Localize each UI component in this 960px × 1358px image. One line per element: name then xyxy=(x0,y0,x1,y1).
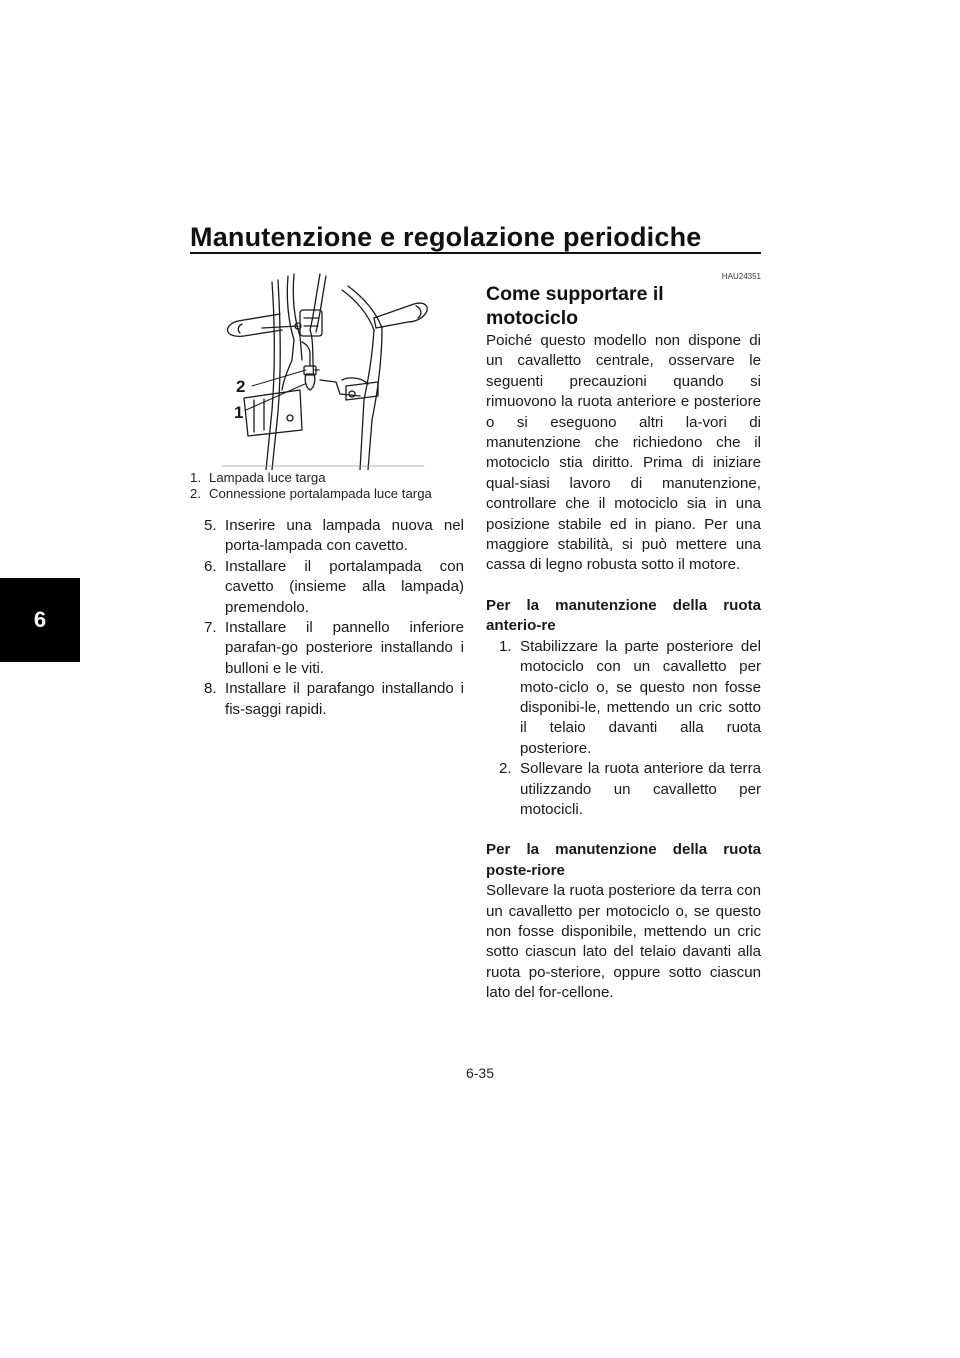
license-light-illustration xyxy=(192,270,454,470)
page-title: Manutenzione e regolazione periodiche xyxy=(190,222,702,252)
figure-captions xyxy=(190,470,460,502)
callout-1: 1 xyxy=(234,403,244,422)
caption-number: 1. xyxy=(190,470,201,485)
support-section xyxy=(486,272,761,1004)
step-number: 6. xyxy=(204,557,217,575)
section-intro: Poiché questo modello non dispone di un cavalletto centrale, osservare le seguenti precauzioni quando si rimuovono la ruota anteriore e posteriore o si eseguono altri la-vori di manutenzione che richiedono che il motociclo stia diritto. Prima di iniziare qual-siasi lavoro di manutenzione, controllare che il motociclo sia in una posizione stabile ed in piano. Per una maggiore stabilità, si può mettere una cassa di legno robusta sotto il motore. xyxy=(486,332,761,574)
step-number: 5. xyxy=(204,517,217,534)
step-number: 7. xyxy=(204,619,217,637)
caption-text: Connessione portalampada luce targa xyxy=(209,486,432,501)
step-6 xyxy=(204,557,464,618)
front-wheel-steps xyxy=(499,637,761,821)
step-number: 2. xyxy=(499,760,512,778)
step-7 xyxy=(204,618,464,679)
step-5 xyxy=(204,516,464,557)
caption-number: 2. xyxy=(190,486,201,501)
step-text: Sollevare la ruota anteriore da terra utilizzando un cavalletto per motocicli. xyxy=(520,760,761,818)
caption-text: Lampada luce targa xyxy=(209,470,326,485)
step-number: 8. xyxy=(204,680,217,698)
chapter-tab xyxy=(0,578,80,662)
caption-2 xyxy=(190,486,460,502)
caption-1 xyxy=(190,470,460,486)
step-text: Inserire una lampada nuova nel porta-lampada con cavetto. xyxy=(225,517,464,555)
page-number: 6-35 xyxy=(465,1065,495,1081)
front-wheel-heading: Per la manutenzione della ruota anterio-re xyxy=(486,596,761,635)
step-number: 1. xyxy=(499,637,512,655)
step-text: Installare il portalampada con cavetto (insieme alla lampada) premendolo. xyxy=(225,557,464,616)
callout-2: 2 xyxy=(236,377,246,396)
rear-wheel-heading: Per la manutenzione della ruota poste-riore xyxy=(486,841,761,879)
section-heading: Come supportare il motociclo xyxy=(486,283,664,329)
step-8 xyxy=(204,679,464,720)
chapter-tab-label: 6 xyxy=(33,607,47,632)
front-step-2 xyxy=(499,759,761,820)
title-rule xyxy=(190,252,761,254)
step-text: Stabilizzare la parte posteriore del motociclo con un cavalletto per moto-ciclo o, se questo non fosse disponibi-le, mettendo un cric sotto il telaio davanti alla ruota posteriore. xyxy=(520,637,761,757)
rear-wheel-text: Sollevare la ruota posteriore da terra con un cavalletto per motociclo o, se questo non fosse disponibile, mettendo un cric sotto ciascun lato del telaio davanti alla ruota po-steriore, oppure sotto ciascun lato del for-cellone. xyxy=(486,882,761,1002)
procedure-steps xyxy=(204,516,464,720)
step-text: Installare il pannello inferiore parafan-go posteriore installando i bulloni e le viti. xyxy=(225,619,464,677)
section-code: HAU24351 xyxy=(721,272,761,281)
front-step-1 xyxy=(499,637,761,759)
step-text: Installare il parafango installando i fis-saggi rapidi. xyxy=(225,680,464,718)
